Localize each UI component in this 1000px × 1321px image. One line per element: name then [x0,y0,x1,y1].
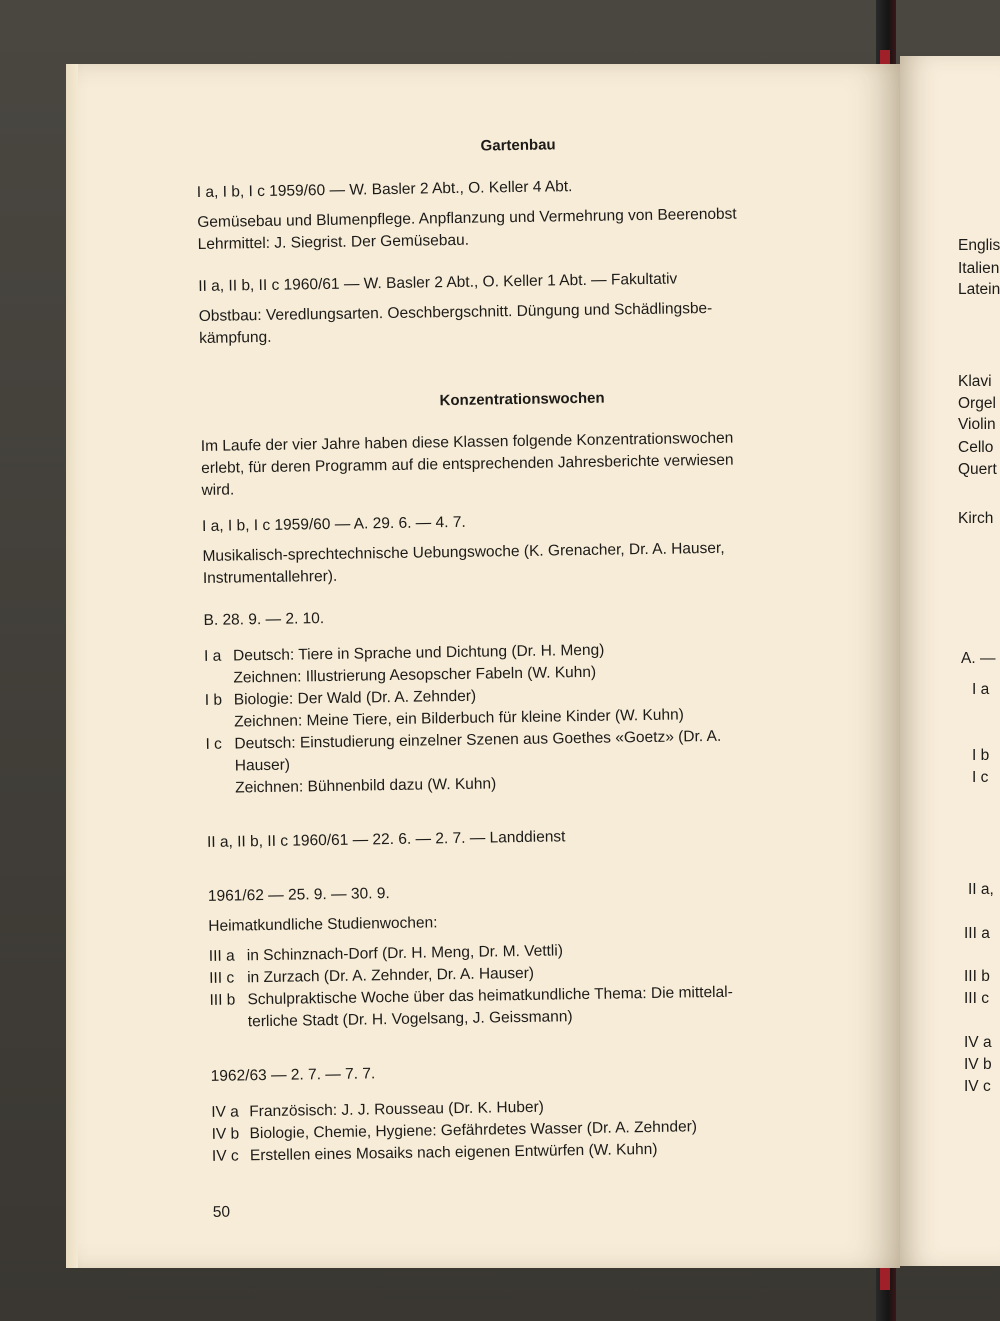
gartenbau-line: I a, I b, I c 1959/60 — W. Basler 2 Abt., O. Keller 4 Abt. [196,178,573,201]
konz-line: Musikalisch-sprechtechnische Uebungswoche (K. Grenacher, Dr. A. Hauser, [202,539,725,565]
class-text: Französisch: J. J. Rousseau (Dr. K. Huber) [249,1098,544,1121]
year-heading: 1961/62 — 25. 9. — 30. 9. [207,885,390,905]
class-text: in Zurzach (Dr. A. Zehnder, Dr. A. Hauser) [247,964,535,987]
right-page-text: A. — [961,650,996,667]
class-label: IV a [211,1103,239,1121]
class-text: Deutsch: Tiere in Sprache und Dichtung (Dr. H. Meng) [232,641,605,665]
right-page-text: Kirch [958,510,994,527]
konz-intro: erlebt, für deren Programm auf die entsprechenden Jahresberichte verwiesen [201,451,734,477]
class-label: I b [204,691,223,709]
class-text: Zeichnen: Meine Tiere, ein Bilderbuch für kleine Kinder (W. Kuhn) [234,706,684,731]
class-label: IV b [211,1125,240,1143]
class-label: I a [203,647,222,665]
right-page-text: IV c [964,1078,991,1095]
right-page-text: Quert [958,461,997,478]
gartenbau-line: kämpfung. [198,328,272,347]
right-page-text: Latein [958,281,1000,298]
class-label: I c [205,735,223,753]
right-page-text: IV a [964,1034,992,1051]
gartenbau-line: Lehrmittel: J. Siegrist. Der Gemüsebau. [197,231,470,253]
class-label: III c [209,969,235,987]
class-text: Erstellen eines Mosaiks nach eigenen Entwürfen (W. Kuhn) [249,1140,658,1165]
right-page-text: II a, [968,881,994,898]
right-page-text: I b [972,747,990,764]
class-text: Deutsch: Einstudierung einzelner Szenen aus Goethes «Goetz» (Dr. A. [234,727,722,753]
konz-intro: Im Laufe der vier Jahre haben diese Klassen folgende Konzentrationswochen [200,429,734,455]
year-heading: I a, I b, I c 1959/60 — A. 29. 6. — 4. 7. [201,513,466,535]
right-page-text: Italien [958,260,1000,277]
page-number: 50 [212,1203,231,1221]
class-text: Zeichnen: Illustrierung Aesopscher Fabeln (W. Kuhn) [233,663,597,687]
right-page-text: Violin [958,416,996,433]
section-heading-gartenbau: Gartenbau [480,136,556,155]
right-page-text: III a [964,925,990,942]
week-heading: B. 28. 9. — 2. 10. [203,610,325,629]
right-page-text: Cello [958,439,994,456]
spine-ribbon-bottom [880,1268,890,1290]
konz-intro: wird. [201,481,235,499]
right-page-text: III b [964,968,990,985]
konz-line: Heimatkundliche Studienwochen: [208,914,438,935]
class-label: III a [208,947,235,965]
gartenbau-line: Gemüsebau und Blumenpflege. Anpflanzung und Vermehrung von Beerenobst [197,205,737,231]
right-page-text: I c [972,769,989,786]
right-page-text: III c [964,990,989,1007]
section-heading-konzentrationswochen: Konzentrationswochen [439,389,605,410]
right-page-text: IV b [964,1056,992,1073]
class-text: Hauser) [234,756,291,775]
gartenbau-line: Obstbau: Veredlungsarten. Oeschbergschnitt. Düngung und Schädlingsbe- [198,299,713,325]
right-page-text: Klavi [958,373,992,390]
konz-line: Instrumentallehrer). [202,567,338,587]
right-page-text: I a [972,681,990,698]
class-text: Biologie, Chemie, Hygiene: Gefährdetes Wasser (Dr. A. Zehnder) [249,1118,698,1143]
class-text: Schulpraktische Woche über das heimatkundliche Thema: Die mittelal- [247,983,733,1009]
class-text: terliche Stadt (Dr. H. Vogelsang, J. Geissmann) [247,1008,573,1031]
year-heading: 1962/63 — 2. 7. — 7. 7. [210,1065,376,1085]
class-text: in Schinznach-Dorf (Dr. H. Meng, Dr. M. Vettli) [246,942,564,965]
year-heading: II a, II b, II c 1960/61 — 22. 6. — 2. 7. — Landdienst [206,828,566,851]
class-label: III b [209,991,236,1009]
gartenbau-line: II a, II b, II c 1960/61 — W. Basler 2 Abt., O. Keller 1 Abt. — Fakultativ [198,270,678,295]
right-page-text: Orgel [958,395,996,412]
right-page-text: Englis [958,237,1000,254]
class-label: IV c [211,1147,239,1165]
left-page-content [196,130,857,1224]
class-text: Zeichnen: Bühnenbild dazu (W. Kuhn) [235,775,497,797]
class-text: Biologie: Der Wald (Dr. A. Zehnder) [233,687,477,709]
left-page-edge [66,64,78,1268]
